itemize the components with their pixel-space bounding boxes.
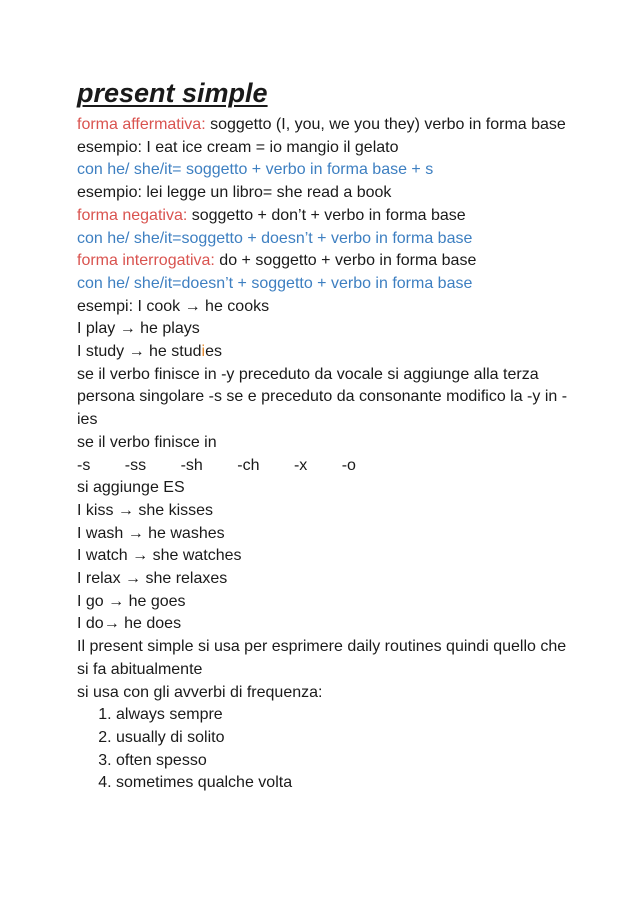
ending-item: -ss [124,456,147,474]
page-title: present simple [77,78,268,108]
negative-label: forma negativa: [77,206,188,224]
third-person-negative: con he/ she/it=soggetto + doesn’t + verbo in forma base [77,229,473,247]
list-item: 4. sometimes qualche volta [116,772,577,795]
endings-row [77,455,577,478]
list-item: 2. usually di solito [116,727,577,750]
interrogative-text: do + soggetto + verbo in forma base [214,252,477,270]
third-person-interrogative: con he/ she/it=doesn’t + soggetto + verbo in forma base [77,274,473,292]
example-play: I play → he plays [77,320,200,338]
interrogative-rule [77,250,577,273]
interrogative-label: forma interrogativa: [77,252,215,270]
ending-item: -x [293,456,308,474]
affirmative-text: soggetto (I, you, we you they) verbo in forma base [205,116,566,133]
list-item: 3. often spesso [116,750,577,773]
negative-text: soggetto + don’t + verbo in forma base [187,206,466,224]
frequency-adverbs-list [77,704,577,795]
rule-y-ending: se il verbo finisce in -y preceduto da vocale si aggiunge alla terza persona singolare -s se e preceduto da consonante modifico la -y in -ies [77,365,568,429]
ending-item: -s [77,456,91,474]
notes-content [77,76,577,795]
affirmative-label: forma affermativa: [77,116,206,133]
rule-endings-intro: se il verbo finisce in [77,433,217,451]
example-ice-cream: esempio: I eat ice cream = io mangio il gelato [77,138,399,156]
third-person-affirmative: con he/ she/it= soggetto + verbo in forma base + s [77,161,434,179]
es-example: I relax → she relaxes [77,570,228,588]
list-item: 1. always sempre [116,704,577,727]
example-study [77,341,577,364]
example-book: esempio: lei legge un libro= she read a book [77,184,392,202]
study-text-end: es [205,343,222,361]
study-text-start: I study → he stud [77,343,202,361]
usage-note: Il present simple si usa per esprimere daily routines quindi quello che si fa abitualmente [77,638,567,678]
es-example: I wash → he washes [77,524,225,542]
example-cook: esempi: I cook → he cooks [77,297,270,315]
add-es-rule: si aggiunge ES [77,479,185,497]
es-example: I watch → she watches [77,547,242,565]
es-example: I do→ he does [77,615,182,633]
es-example: I kiss → she kisses [77,501,214,519]
study-highlight: i [201,343,206,361]
negative-rule [77,205,577,228]
affirmative-rule [77,114,577,137]
ending-item: -o [341,456,356,474]
ending-item: -sh [180,456,203,474]
adverbs-intro: si usa con gli avverbi di frequenza: [77,683,323,701]
es-example: I go → he goes [77,592,186,610]
ending-item: -ch [237,456,260,474]
